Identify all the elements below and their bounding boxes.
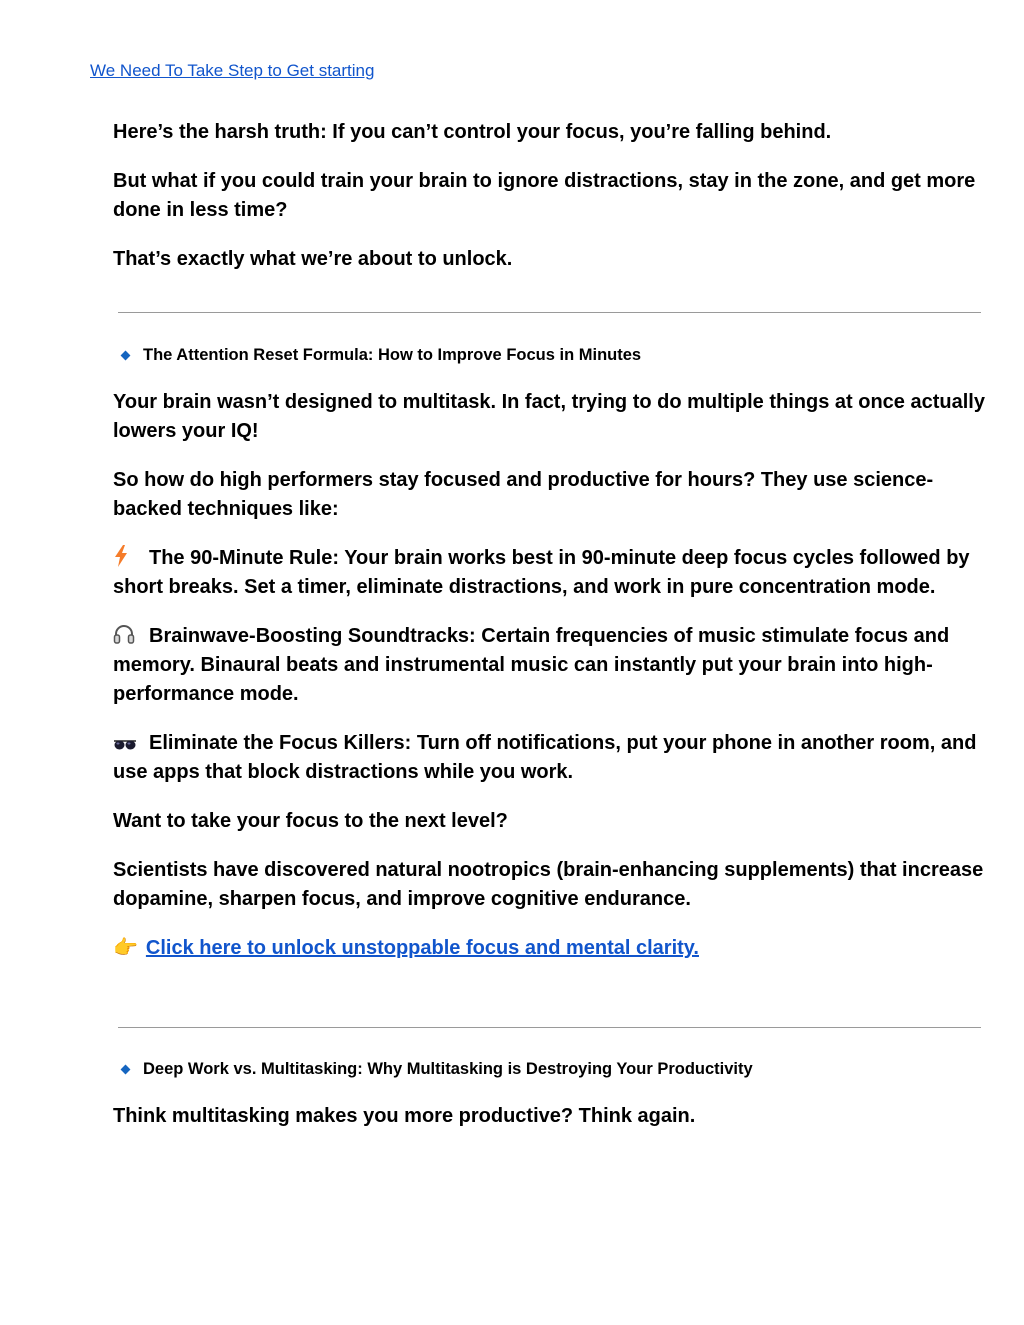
- tip-brainwave-soundtracks: [113, 622, 993, 709]
- tip-text: Brainwave-Boosting Soundtracks: Certain frequencies of music stimulate focus and memory. Binaural beats and instrumental music can instantly put your brain into high-performance mode.: [113, 625, 950, 705]
- tip-text: Eliminate the Focus Killers: Turn off notifications, put your phone in another room, and use apps that block distractions while you work.: [113, 732, 977, 783]
- intro-paragraph-3: That’s exactly what we’re about to unlock.: [113, 248, 513, 270]
- section-heading-text: The Attention Reset Formula: How to Improve Focus in Minutes: [143, 346, 642, 364]
- diamond-bullet-icon: [121, 350, 131, 360]
- section1-paragraph-4: Scientists have discovered natural nootropics (brain-enhancing supplements) that increase dopamine, sharpen focus, and improve cognitive endurance.: [113, 859, 984, 910]
- tip-focus-killers: [113, 729, 993, 787]
- tip-90-minute-rule: [113, 544, 993, 602]
- divider: [118, 312, 981, 313]
- tip-text: The 90-Minute Rule: Your brain works best in 90-minute deep focus cycles followed by short breaks. Set a timer, eliminate distractions, and work in pure concentration mode.: [113, 547, 970, 598]
- top-link[interactable]: We Need To Take Step to Get starting: [90, 61, 375, 80]
- section1-paragraph-2: So how do high performers stay focused and productive for hours? They use science-backed techniques like:: [113, 469, 934, 520]
- intro-block: [113, 118, 993, 274]
- cta-paragraph: [113, 934, 993, 963]
- section-heading-attention-reset: [121, 344, 641, 366]
- lightning-bolt-icon: [113, 545, 137, 567]
- cta-link-text: Click here to unlock unstoppable focus and mental clarity.: [145, 937, 699, 959]
- section1-paragraph-1: Your brain wasn’t designed to multitask. In fact, trying to do multiple things at once actually lowers your IQ!: [113, 391, 985, 442]
- intro-paragraph-2: But what if you could train your brain to ignore distractions, stay in the zone, and get more done in less time?: [113, 170, 976, 221]
- divider: [118, 1027, 981, 1028]
- headphones-icon: [113, 623, 137, 645]
- section-heading-text: Deep Work vs. Multitasking: Why Multitasking is Destroying Your Productivity: [143, 1060, 753, 1078]
- section2-paragraph-1: Think multitasking makes you more productive? Think again.: [113, 1105, 696, 1127]
- section1-paragraph-3: Want to take your focus to the next level?: [113, 810, 508, 832]
- pointing-hand-icon: 👉: [113, 937, 138, 959]
- diamond-bullet-icon: [121, 1064, 131, 1074]
- section2-body: [113, 1102, 993, 1131]
- dark-glasses-icon: [113, 738, 137, 752]
- cta-link[interactable]: [113, 937, 699, 959]
- intro-paragraph-1: Here’s the harsh truth: If you can’t control your focus, you’re falling behind.: [113, 121, 832, 143]
- section1-body: [113, 388, 993, 963]
- section-heading-deep-work: [121, 1058, 753, 1080]
